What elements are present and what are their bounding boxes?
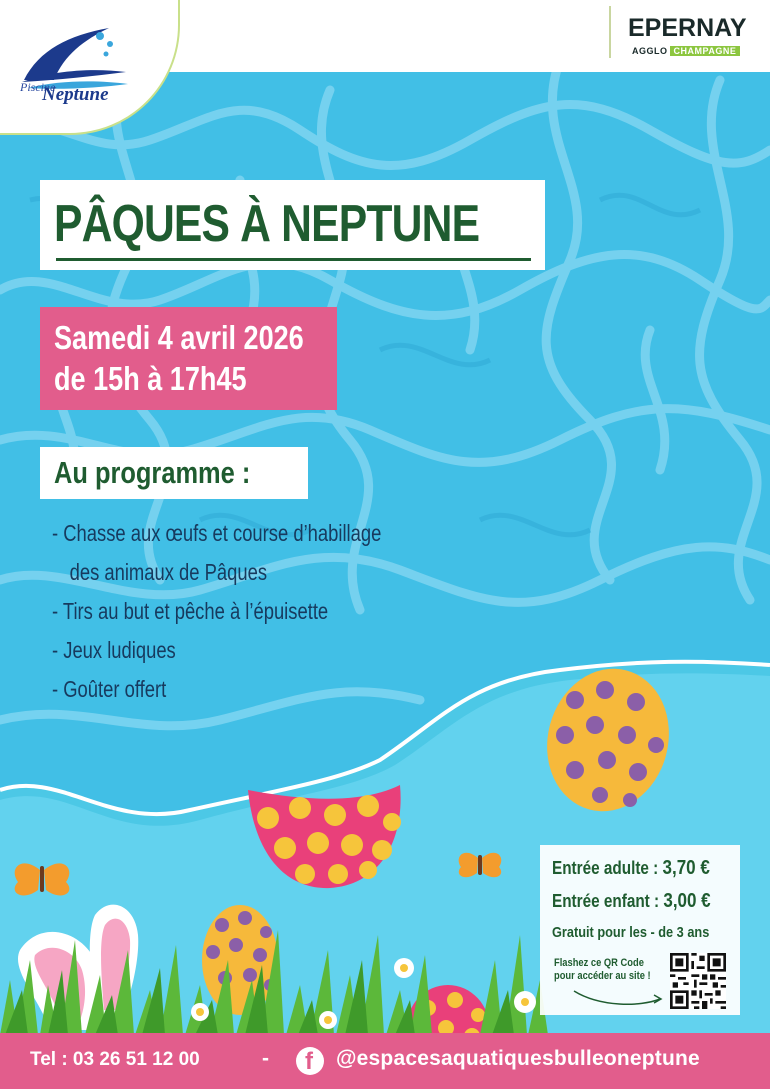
- daisy-icon: [394, 958, 414, 978]
- title-box: [40, 180, 545, 270]
- qr-caption-line1: Flashez ce QR Code: [554, 957, 644, 969]
- butterfly-icon: [15, 863, 70, 895]
- butterfly-icon: [459, 853, 502, 877]
- list-item: - Jeux ludiques: [52, 637, 176, 663]
- partner-logo-name: EPERNAY: [628, 14, 747, 42]
- event-date: Samedi 4 avril 2026: [54, 319, 304, 356]
- price-free: Gratuit pour les - de 3 ans: [552, 924, 710, 941]
- price-child-label: Entrée enfant :: [552, 891, 664, 911]
- partner-logo-subtitle: [632, 46, 740, 56]
- price-child: [552, 890, 711, 913]
- price-adult-value: 3,70 €: [662, 857, 710, 879]
- daisy-icon: [319, 1011, 337, 1029]
- program-list: [52, 520, 464, 715]
- date-box: [40, 307, 337, 410]
- footer-separator: -: [262, 1047, 269, 1070]
- program-heading: Au programme :: [54, 455, 251, 490]
- logo-piscine-text: Piscine: [20, 80, 56, 94]
- list-item-continuation: des animaux de Pâques: [69, 559, 268, 585]
- price-child-value: 3,00 €: [663, 890, 711, 912]
- daisy-icon: [514, 991, 536, 1013]
- facebook-icon[interactable]: f: [296, 1047, 324, 1075]
- event-title: PÂQUES À NEPTUNE: [54, 195, 480, 253]
- footer-bar: [0, 1033, 770, 1089]
- partner-champagne: CHAMPAGNE: [670, 46, 741, 56]
- qr-caption: [554, 957, 651, 983]
- footer-phone[interactable]: Tel : 03 26 51 12 00: [30, 1049, 200, 1070]
- logo-neptune-text: Neptune: [42, 84, 109, 105]
- daisy-icon: [191, 1003, 209, 1021]
- qr-code-icon[interactable]: [670, 953, 726, 1009]
- price-box: [540, 845, 740, 1015]
- list-item: - Chasse aux œufs et course d’habillage: [52, 520, 382, 546]
- program-heading-box: [40, 447, 308, 499]
- footer-facebook-handle[interactable]: @espacesaquatiquesbulleoneptune: [336, 1047, 700, 1070]
- partner-divider: [609, 6, 611, 58]
- list-item: - Tirs au but et pêche à l’épuisette: [52, 598, 329, 624]
- partner-agglo: AGGLO: [632, 46, 668, 56]
- title-underline: [56, 258, 531, 261]
- price-adult: [552, 857, 710, 880]
- qr-caption-line2: pour accéder au site !: [554, 970, 651, 982]
- event-time: de 15h à 17h45: [54, 360, 247, 397]
- arrow-icon: [570, 985, 666, 1011]
- price-adult-label: Entrée adulte :: [552, 858, 663, 878]
- list-item: [52, 559, 381, 598]
- list-item: - Goûter offert: [52, 676, 167, 702]
